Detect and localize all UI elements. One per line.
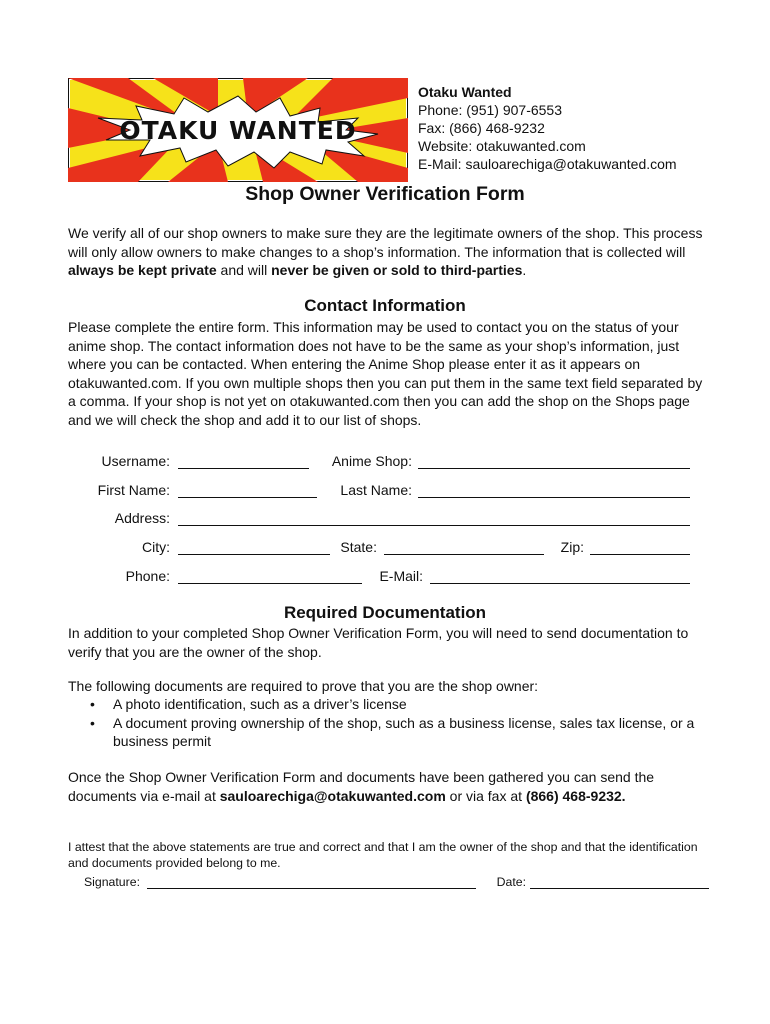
zip-label: Zip:	[560, 539, 584, 555]
send-text-1: Once the Shop Owner Verification Form and documents have been gathered you can send the documents via e-mail at	[68, 769, 655, 804]
contact-info-heading: Contact Information	[304, 296, 466, 315]
form-title: Shop Owner Verification Form	[245, 183, 525, 205]
company-name: Otaku Wanted	[418, 84, 512, 100]
required-docs-heading: Required Documentation	[283, 603, 487, 622]
last-name-field[interactable]	[418, 497, 690, 498]
list-item-text: A document proving ownership of the shop, such as a business license, sales tax license, or a business permit	[113, 714, 695, 750]
signature-label: Signature:	[83, 875, 140, 889]
send-text-2: or via fax at	[445, 787, 526, 804]
intro-bold-private: always be kept private	[68, 262, 217, 279]
anime-shop-label: Anime Shop:	[331, 453, 412, 469]
required-docs-list	[68, 695, 708, 751]
state-label: State:	[340, 539, 377, 555]
intro-text-1: We verify all of our shop owners to make sure they are the legitimate owners of the shop. This process will only allow owners to make changes to a shop’s information. The information that is collected will	[68, 225, 703, 260]
required-docs-paragraph: In addition to your completed Shop Owner Verification Form, you will need to send documentation to verify that you are the owner of the shop.	[68, 625, 689, 660]
username-label: Username:	[101, 453, 170, 469]
email-field[interactable]	[430, 583, 690, 584]
docs-list-intro: The following documents are required to prove that you are the shop owner:	[68, 678, 539, 694]
phone-label: Phone:	[125, 568, 170, 584]
send-fax-number: (866) 468-9232.	[525, 787, 626, 804]
company-phone: Phone: (951) 907-6553	[418, 102, 562, 118]
address-label: Address:	[114, 510, 170, 526]
bullet-icon: •	[90, 696, 95, 712]
intro-text-2: and will	[216, 262, 272, 279]
intro-paragraph	[68, 224, 708, 280]
otaku-wanted-logo	[68, 78, 408, 182]
email-label: E-Mail:	[379, 568, 423, 584]
list-item-text: A photo identification, such as a driver’s license	[113, 696, 407, 712]
send-email-address: sauloarechiga@otakuwanted.com	[219, 787, 446, 804]
intro-bold-never-sold: never be given or sold to third-parties	[271, 262, 523, 279]
contact-info-paragraph: Please complete the entire form. This information may be used to contact you on the status of your anime shop. The contact information does not have to be the same as your shop’s information, just where you can be contacted. When entering the Anime Shop please enter it as it appears on otakuwanted.com. If you own multiple shops then you can put them in the same text field separated by a comma. If your shop is not yet on otakuwanted.com then you can add the shop on the Shops page and we will check the shop and add it to our list of shops.	[68, 319, 703, 428]
send-docs-paragraph	[68, 768, 708, 805]
list-item	[68, 714, 708, 751]
date-field[interactable]	[530, 888, 709, 889]
bullet-icon: •	[90, 714, 95, 731]
attestation-text: I attest that the above statements are true and correct and that I am the owner of the shop and that the identification and documents provided belong to me.	[68, 840, 698, 870]
first-name-label: First Name:	[97, 482, 170, 498]
signature-field[interactable]	[147, 888, 476, 889]
anime-shop-field[interactable]	[418, 468, 690, 469]
username-field[interactable]	[178, 468, 309, 469]
list-item	[68, 695, 708, 714]
date-label: Date:	[496, 875, 526, 889]
city-label: City:	[142, 539, 170, 555]
last-name-label: Last Name:	[340, 482, 412, 498]
company-email: E-Mail: sauloarechiga@otakuwanted.com	[418, 156, 677, 172]
first-name-field[interactable]	[178, 497, 317, 498]
company-fax: Fax: (866) 468-9232	[418, 120, 545, 136]
company-website: Website: otakuwanted.com	[418, 138, 586, 154]
address-field[interactable]	[178, 525, 690, 526]
company-contact-block	[418, 83, 677, 173]
zip-field[interactable]	[590, 554, 690, 555]
logo-text: OTAKU WANTED	[119, 116, 357, 145]
intro-text-3: .	[522, 262, 527, 279]
